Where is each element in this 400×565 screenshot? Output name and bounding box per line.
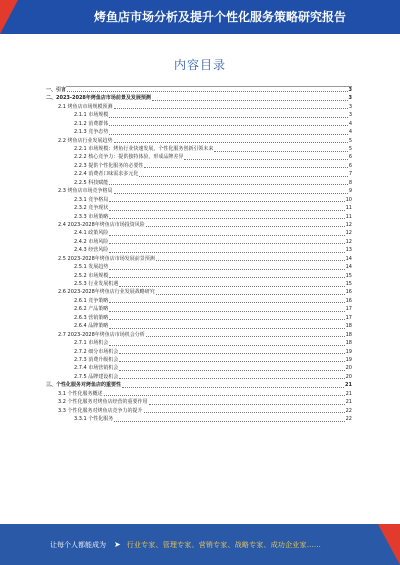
toc-entry-page: 5 — [348, 137, 352, 144]
toc-entry-page: 7 — [348, 171, 352, 178]
toc-entry-page: 18 — [345, 323, 352, 330]
dot-leader — [122, 387, 344, 388]
toc-entry-page: 3 — [348, 95, 352, 102]
toc-entry[interactable] — [46, 289, 352, 297]
toc-entry[interactable] — [46, 154, 352, 162]
toc-entry-label: 2.6 2023-2028年烤鱼店行业发展战略研究 — [58, 289, 155, 296]
dot-leader — [114, 421, 344, 422]
toc-entry-label: 3.3 个性化服务对烤鱼店竞争力的提升 — [58, 407, 143, 414]
toc-entry[interactable] — [46, 263, 352, 271]
dot-leader — [156, 294, 345, 295]
toc-entry-page: 18 — [345, 340, 352, 347]
dot-leader — [119, 370, 344, 371]
toc-entry[interactable] — [46, 398, 352, 406]
toc-entry[interactable] — [46, 339, 352, 347]
toc-entry-page: 15 — [345, 272, 352, 279]
toc-entry-page: 14 — [345, 264, 352, 271]
toc-entry-page: 20 — [345, 365, 352, 372]
dot-leader — [139, 176, 347, 177]
dot-leader — [104, 395, 345, 396]
toc-entry-page: 5 — [348, 146, 352, 153]
toc-entry[interactable] — [46, 179, 352, 187]
toc-entry[interactable] — [46, 128, 352, 136]
dot-leader — [114, 142, 348, 143]
toc-entry-page: 12 — [345, 238, 352, 245]
toc-entry-label: 3.1 个性化服务概述 — [58, 390, 103, 397]
toc-entry[interactable] — [46, 238, 352, 246]
toc-entry[interactable] — [46, 162, 352, 170]
dot-leader — [152, 100, 348, 101]
dot-leader — [109, 328, 344, 329]
dot-leader — [184, 159, 347, 160]
toc-entry-page: 13 — [345, 247, 352, 254]
toc-entry-page: 15 — [345, 281, 352, 288]
toc-entry-label: 2.5.2 市场规模 — [74, 272, 109, 279]
toc-entry[interactable] — [46, 137, 352, 145]
toc-entry-page: 11 — [345, 213, 352, 220]
toc-entry-label: 3.3.1 个性化服务 — [74, 416, 114, 423]
toc-entry-label: 2.7.2 细分市场机会 — [74, 348, 119, 355]
toc-entry-page: 19 — [345, 356, 352, 363]
arrow-icon: ➤ — [114, 540, 121, 549]
toc-entry[interactable] — [46, 407, 352, 415]
toc-entry-label: 一、引言 — [46, 86, 67, 93]
dot-leader — [109, 134, 348, 135]
toc-entry-label: 2.6.4 品牌策略 — [74, 323, 109, 330]
toc-entry[interactable] — [46, 170, 352, 178]
toc-entry[interactable] — [46, 322, 352, 330]
dot-leader — [109, 210, 344, 211]
toc-entry[interactable] — [46, 348, 352, 356]
dot-leader — [146, 226, 345, 227]
toc-entry[interactable] — [46, 415, 352, 423]
toc-entry[interactable] — [46, 196, 352, 204]
toc-entry[interactable] — [46, 221, 352, 229]
document-title: 烤鱼店市场分析及提升个性化服务策略研究报告 — [93, 10, 346, 24]
toc-entry-page: 16 — [345, 297, 352, 304]
footer-banner — [0, 524, 400, 565]
toc-entry[interactable] — [46, 94, 352, 102]
toc-entry-page: 4 — [348, 120, 352, 127]
toc-entry-page: 10 — [345, 196, 352, 203]
toc-entry-page: 17 — [345, 314, 352, 321]
toc-entry-label: 2.3 烤鱼店市场竞争格局 — [58, 188, 113, 195]
toc-entry-page: 17 — [345, 306, 352, 313]
toc-entry[interactable] — [46, 305, 352, 313]
toc-entry-label: 2.4 2023-2028年烤鱼店市场投资风险 — [58, 221, 145, 228]
toc-entry-label: 2.3.2 竞争现状 — [74, 205, 109, 212]
toc-entry-page: 4 — [348, 129, 352, 136]
toc-entry[interactable] — [46, 356, 352, 364]
dot-leader — [109, 235, 344, 236]
toc-entry-page: 14 — [345, 255, 352, 262]
toc-entry[interactable] — [46, 381, 352, 389]
dot-leader — [114, 108, 348, 109]
toc-entry-page: 21 — [345, 382, 352, 389]
toc-entry[interactable] — [46, 213, 352, 221]
toc-entry-page: 12 — [345, 221, 352, 228]
toc-entry[interactable] — [46, 187, 352, 195]
toc-entry-label: 2.2.2 核心竞争力：提供独特体验，形成品牌差异 — [74, 154, 184, 161]
toc-entry-label: 2.2.1 市场规模：烤鱼行业快速发展，个性化服务创新引领未来 — [74, 146, 214, 153]
toc-entry[interactable] — [46, 390, 352, 398]
dot-leader — [109, 117, 348, 118]
toc-entry-label: 2.1.2 消费群体 — [74, 120, 109, 127]
slogan-roles: 行业专家、管理专家、营销专家、战略专家、成功企业家…… — [126, 540, 322, 549]
toc-entry-label: 2.3.3 市场策略 — [74, 213, 109, 220]
toc-entry-label: 2.2.3 提供个性化服务的必要性 — [74, 162, 144, 169]
dot-leader — [109, 218, 344, 219]
toc-entry-label: 2.6.2 产品策略 — [74, 306, 109, 313]
dot-leader — [149, 404, 345, 405]
dot-leader — [144, 167, 347, 168]
dot-leader — [109, 201, 344, 202]
header-accent — [0, 0, 18, 34]
toc-entry-label: 2.4.3 经营风险 — [74, 247, 109, 254]
toc-entry-label: 2.2 烤鱼店行业发展趋势 — [58, 137, 113, 144]
dot-leader — [109, 302, 344, 303]
toc-entry[interactable] — [46, 280, 352, 288]
toc-entry[interactable] — [46, 145, 352, 153]
toc-entry-page: 9 — [348, 188, 352, 195]
toc-entry-label: 2.7.1 市场机会 — [74, 340, 109, 347]
toc-entry-label: 2.6.1 竞争策略 — [74, 297, 109, 304]
toc-entry[interactable] — [46, 297, 352, 305]
toc-entry-label: 2.5.1 发展趋势 — [74, 264, 109, 271]
table-of-contents — [46, 86, 352, 424]
toc-entry-page: 18 — [345, 331, 352, 338]
toc-entry-page: 11 — [345, 205, 352, 212]
toc-entry-page: 3 — [348, 86, 352, 93]
dot-leader — [109, 269, 344, 270]
toc-entry-label: 2.6.3 营销策略 — [74, 314, 109, 321]
toc-entry-label: 2.1.1 市场规模 — [74, 112, 109, 119]
toc-entry-label: 2.4.1 政策风险 — [74, 230, 109, 237]
dot-leader — [144, 412, 345, 413]
toc-entry-label: 三、个性化服务对烤鱼店的重要性 — [46, 382, 122, 389]
dot-leader — [109, 184, 348, 185]
dot-leader — [109, 319, 344, 320]
footer-slogan — [0, 524, 380, 565]
dot-leader — [156, 260, 345, 261]
toc-entry-page: 8 — [348, 179, 352, 186]
toc-entry[interactable] — [46, 246, 352, 254]
toc-entry[interactable] — [46, 373, 352, 381]
dot-leader — [109, 277, 344, 278]
dot-leader — [119, 378, 344, 379]
toc-entry[interactable] — [46, 272, 352, 280]
toc-entry-label: 2.7.3 消费升级机会 — [74, 356, 119, 363]
toc-entry[interactable] — [46, 314, 352, 322]
toc-entry[interactable] — [46, 204, 352, 212]
toc-entry-label: 2.2.5 科技赋能 — [74, 179, 109, 186]
dot-leader — [109, 311, 344, 312]
toc-entry-label: 2.5.3 行业发展机遇 — [74, 281, 119, 288]
toc-entry-page: 12 — [345, 230, 352, 237]
header-banner — [0, 0, 400, 34]
toc-entry-page: 6 — [348, 154, 352, 161]
slogan-lead: 让每个人都能成为 — [50, 540, 106, 549]
toc-entry[interactable] — [46, 103, 352, 111]
toc-entry-label: 3.2 个性化服务对烤鱼店经营的重要作用 — [58, 399, 148, 406]
dot-leader — [119, 286, 344, 287]
toc-entry[interactable] — [46, 86, 352, 94]
toc-entry-page: 20 — [345, 373, 352, 380]
toc-entry-label: 2.7 2023-2028年烤鱼店市场机会分析 — [58, 331, 145, 338]
toc-entry[interactable] — [46, 111, 352, 119]
toc-entry-page: 16 — [345, 289, 352, 296]
toc-entry[interactable] — [46, 331, 352, 339]
toc-entry-label: 2.1 烤鱼店市场规模预测 — [58, 103, 113, 110]
dot-leader — [146, 336, 345, 337]
dot-leader — [67, 91, 348, 92]
toc-entry[interactable] — [46, 255, 352, 263]
dot-leader — [119, 361, 344, 362]
toc-entry-page: 3 — [348, 112, 352, 119]
toc-entry-page: 21 — [345, 390, 352, 397]
dot-leader — [114, 193, 348, 194]
dot-leader — [109, 345, 344, 346]
toc-entry-label: 2.7.4 市场营销机会 — [74, 365, 119, 372]
toc-entry-label: 2.2.4 消费者口味需求多元化 — [74, 171, 139, 178]
dot-leader — [214, 151, 347, 152]
footer-accent — [378, 524, 400, 565]
toc-entry-label: 2.3.1 竞争格局 — [74, 196, 109, 203]
toc-entry[interactable] — [46, 229, 352, 237]
dot-leader — [109, 252, 344, 253]
toc-entry-label: 2.1.3 竞争态势 — [74, 129, 109, 136]
toc-entry-label: 2.4.2 市场风险 — [74, 238, 109, 245]
toc-entry-label: 2.7.5 品牌建设机会 — [74, 373, 119, 380]
toc-entry-page: 21 — [345, 399, 352, 406]
toc-heading: 内容目录 — [173, 58, 226, 72]
toc-entry[interactable] — [46, 120, 352, 128]
toc-entry-page: 22 — [345, 407, 352, 414]
toc-entry-page: 6 — [348, 162, 352, 169]
toc-entry-page: 3 — [348, 103, 352, 110]
toc-entry[interactable] — [46, 364, 352, 372]
dot-leader — [119, 353, 344, 354]
dot-leader — [109, 125, 348, 126]
toc-entry-label: 二、2023-2028年烤鱼店市场前景及发展预测 — [46, 95, 151, 102]
toc-entry-page: 19 — [345, 348, 352, 355]
toc-entry-label: 2.5 2023-2028年烤鱼店市场发展前景预测 — [58, 255, 155, 262]
toc-entry-page: 22 — [345, 416, 352, 423]
dot-leader — [109, 243, 344, 244]
